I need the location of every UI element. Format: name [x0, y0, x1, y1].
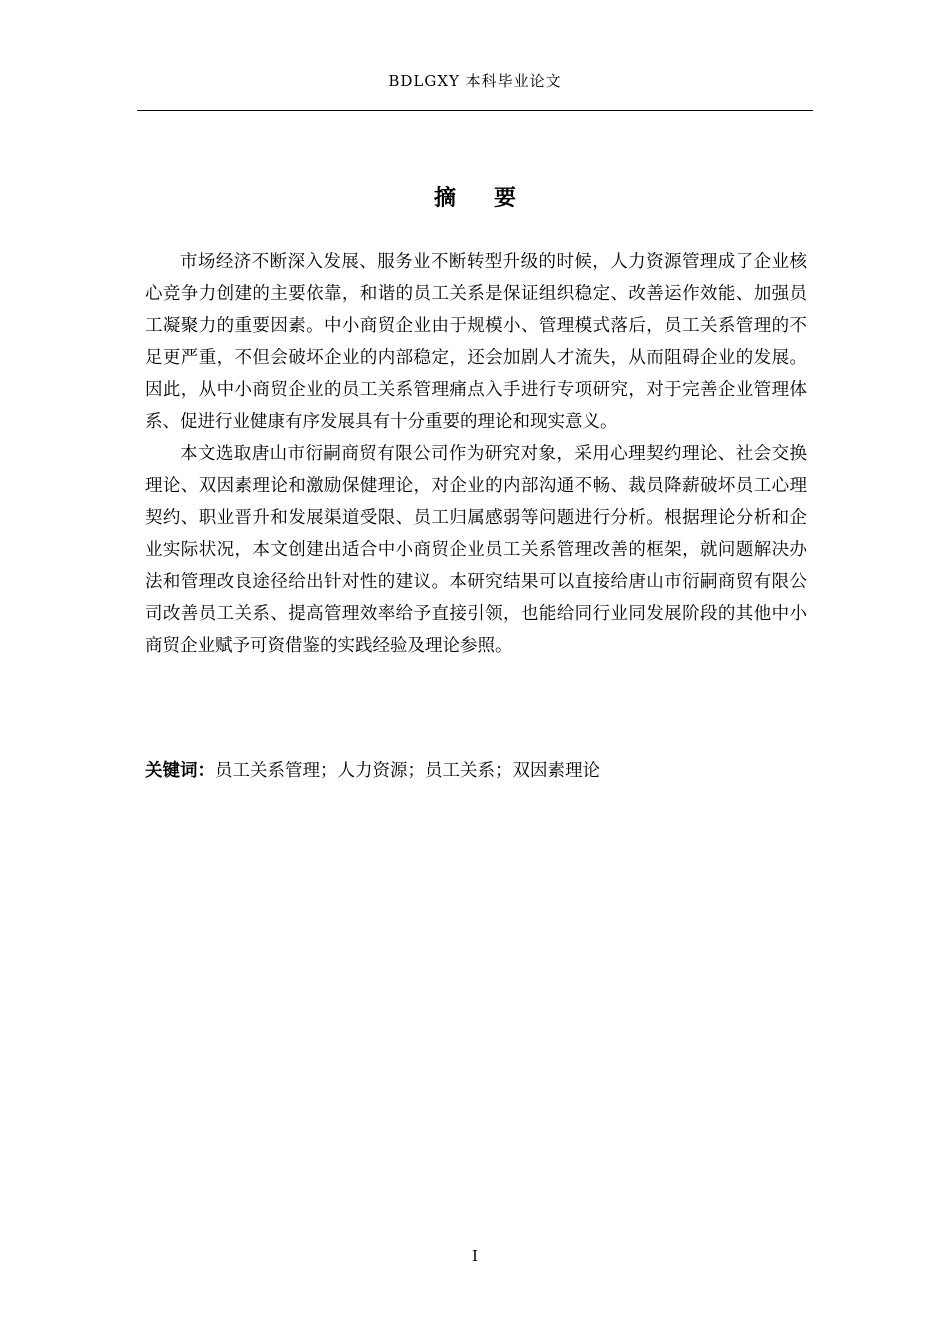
- keywords-label: 关键词：: [145, 761, 215, 781]
- abstract-body: [145, 246, 807, 662]
- abstract-paragraph-1: 市场经济不断深入发展、服务业不断转型升级的时候，人力资源管理成了企业核心竞争力创建的主要依靠，和谐的员工关系是保证组织稳定、改善运作效能、加强员工凝聚力的重要因素。中小商贸企业由于规模小、管理模式落后，员工关系管理的不足更严重，不但会破坏企业的内部稳定，还会加剧人才流失，从而阻碍企业的发展。因此，从中小商贸企业的员工关系管理痛点入手进行专项研究，对于完善企业管理体系、促进行业健康有序发展具有十分重要的理论和现实意义。: [145, 252, 807, 432]
- running-header: BDLGXY 本科毕业论文: [388, 72, 562, 90]
- abstract-paragraph-2: 本文选取唐山市衍嗣商贸有限公司作为研究对象，采用心理契约理论、社会交换理论、双因素理论和激励保健理论，对企业的内部沟通不畅、裁员降薪破坏员工心理契约、职业晋升和发展渠道受限、员工归属感弱等问题进行分析。根据理论分析和企业实际状况，本文创建出适合中小商贸企业员工关系管理改善的框架，就问题解决办法和管理改良途径给出针对性的建议。本研究结果可以直接给唐山市衍嗣商贸有限公司改善员工关系、提高管理效率给予直接引领，也能给同行业同发展阶段的其他中小商贸企业赋予可资借鉴的实践经验及理论参照。: [145, 444, 807, 656]
- page-number: I: [472, 1247, 478, 1265]
- header-divider: [137, 110, 813, 111]
- abstract-title: 摘要: [433, 185, 554, 211]
- keywords-line: [145, 757, 807, 785]
- keywords-list: 员工关系管理；人力资源；员工关系；双因素理论: [215, 761, 600, 781]
